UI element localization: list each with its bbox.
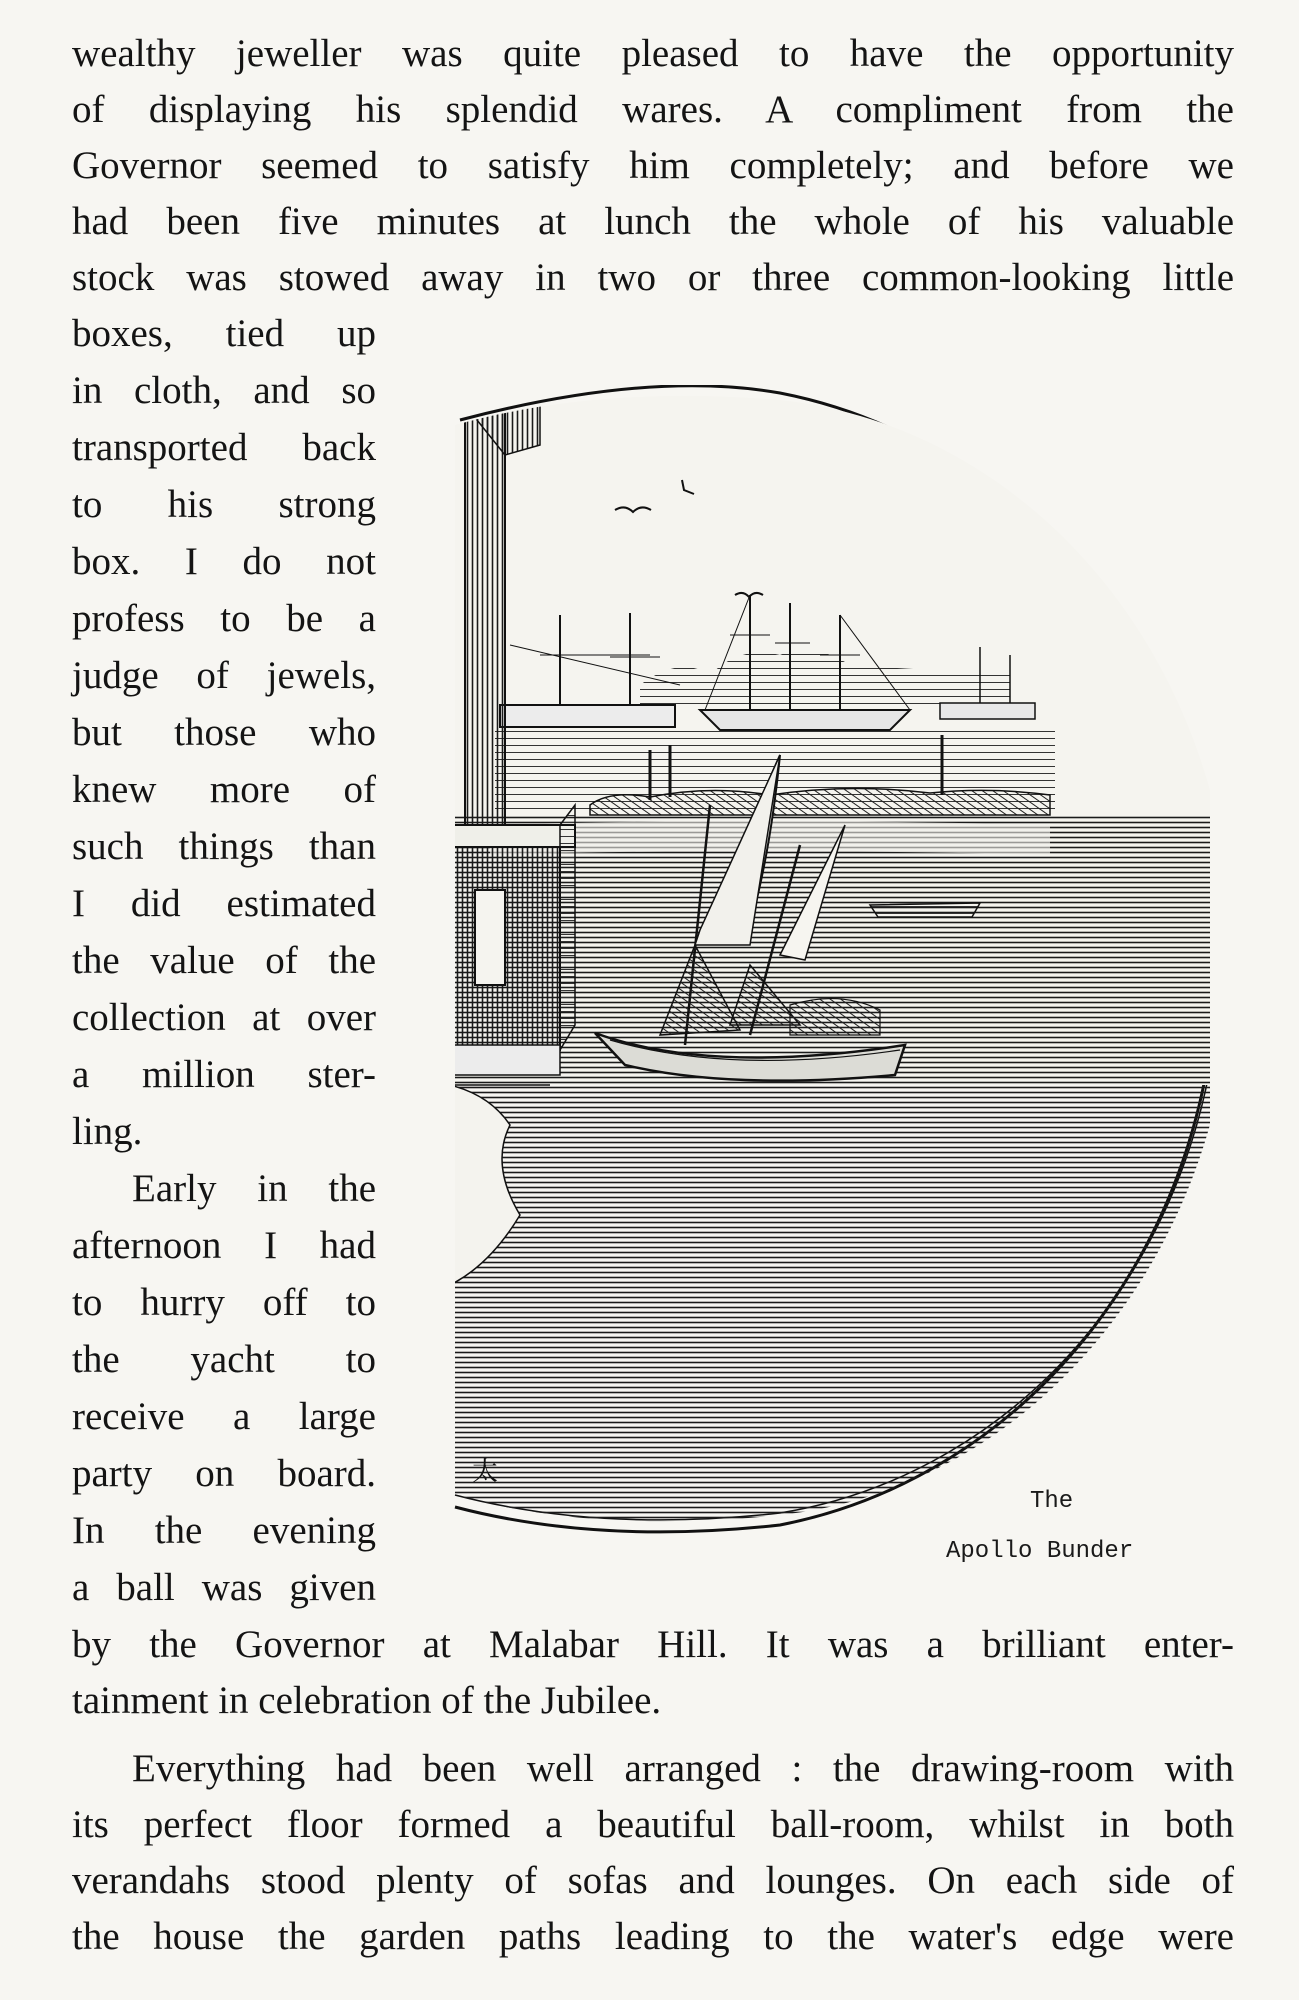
- text-line-top-3: Governor seemed to satisfy him completely; and before we: [72, 144, 1234, 187]
- engraver-mark: 太: [472, 1457, 499, 1486]
- text-line-side-9: knew more of: [72, 768, 376, 811]
- harbour-engraving: [450, 385, 1210, 1555]
- text-line-side-13: collection at over: [72, 996, 376, 1039]
- text-line-side-18: to hurry off to: [72, 1281, 376, 1324]
- text-line-side-19: the yacht to: [72, 1338, 376, 1381]
- text-line-side-14: a million ster-: [72, 1053, 376, 1096]
- text-line-bottom-6: the house the garden paths leading to the water's edge were: [72, 1915, 1234, 1958]
- text-line-side-11: I did estimated: [72, 882, 376, 925]
- text-line-side-8: but those who: [72, 711, 376, 754]
- text-line-side-17: afternoon I had: [72, 1224, 376, 1267]
- text-line-side-4: to his strong: [72, 483, 376, 526]
- text-line-side-10: such things than: [72, 825, 376, 868]
- text-line-side-1: boxes, tied up: [72, 312, 376, 355]
- text-line-bottom-5: verandahs stood plenty of sofas and lounges. On each side of: [72, 1859, 1234, 1902]
- text-line-side-3: transported back: [72, 426, 376, 469]
- text-line-bottom-4: its perfect floor formed a beautiful ball-room, whilst in both: [72, 1803, 1234, 1846]
- text-line-top-4: had been five minutes at lunch the whole of his valuable: [72, 200, 1234, 243]
- text-line-side-5: box. I do not: [72, 540, 376, 583]
- text-line-side-15: ling.: [72, 1110, 143, 1153]
- text-line-bottom-1: by the Governor at Malabar Hill. It was a brilliant enter-: [72, 1623, 1234, 1666]
- column-pillar: [465, 385, 505, 825]
- text-line-side-2: in cloth, and so: [72, 369, 376, 412]
- text-line-top-2: of displaying his splendid wares. A compliment from the: [72, 88, 1234, 131]
- text-line-side-23: a ball was given: [72, 1566, 376, 1609]
- figure-caption-line1: The: [1030, 1488, 1074, 1515]
- text-line-side-12: the value of the: [72, 939, 376, 982]
- text-line-side-16: Early in the: [132, 1167, 376, 1210]
- figure-caption-line2: Apollo Bunder: [946, 1538, 1134, 1565]
- distant-boat: [870, 903, 980, 917]
- jetty: [450, 805, 575, 1085]
- text-line-bottom-3: Everything had been well arranged : the drawing-room with: [132, 1747, 1234, 1790]
- text-line-top-1: wealthy jeweller was quite pleased to have the opportunity: [72, 32, 1234, 75]
- text-line-side-20: receive a large: [72, 1395, 376, 1438]
- text-line-side-22: In the evening: [72, 1509, 376, 1552]
- text-line-top-5: stock was stowed away in two or three common-looking little: [72, 256, 1234, 299]
- text-line-side-21: party on board.: [72, 1452, 376, 1495]
- text-line-side-7: judge of jewels,: [72, 654, 376, 697]
- text-line-bottom-2: tainment in celebration of the Jubilee.: [72, 1679, 662, 1722]
- text-line-side-6: profess to be a: [72, 597, 376, 640]
